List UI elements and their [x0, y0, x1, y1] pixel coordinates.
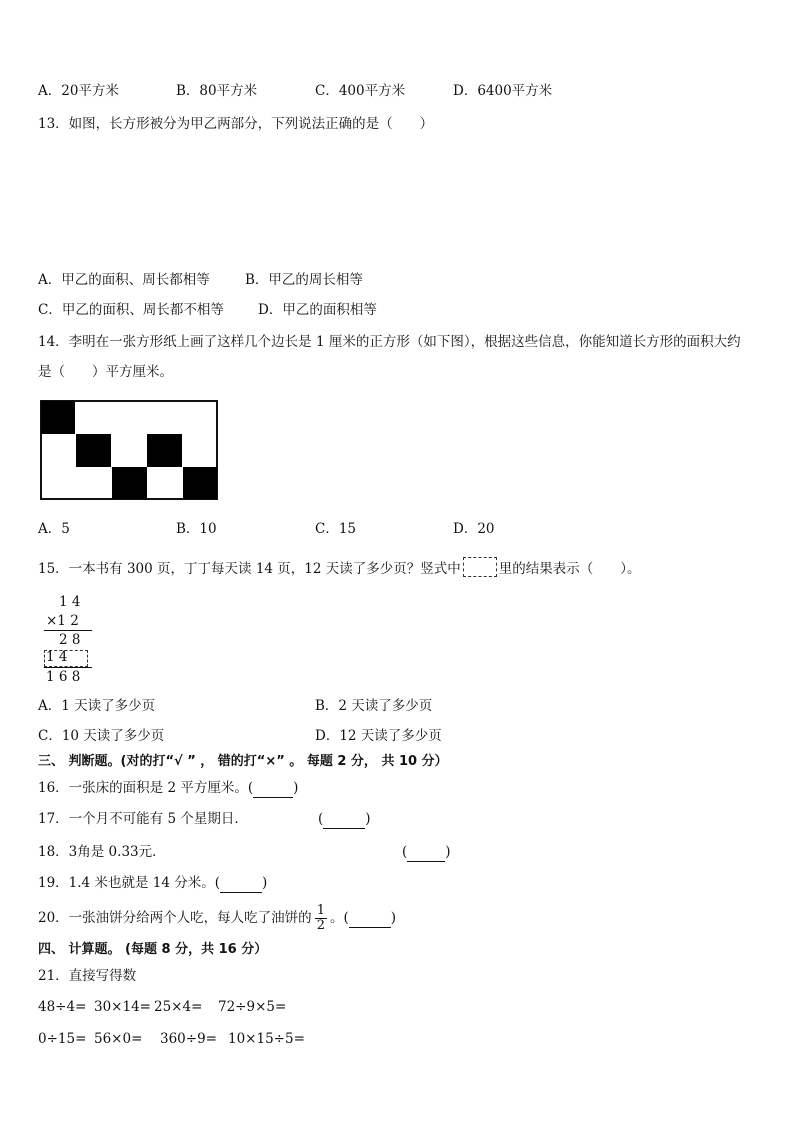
vertical-row-5: 1 6 8 [46, 669, 81, 685]
fraction-numerator: 1 [316, 903, 325, 918]
q14-option-b[interactable]: B．10 [176, 521, 217, 537]
q13-figure-area [38, 140, 438, 260]
q19-text: 19．1.4 米也就是 14 分米。( [38, 875, 220, 891]
calc-item[interactable]: 56×0= [94, 1031, 143, 1047]
q14-option-a[interactable]: A．5 [38, 521, 70, 537]
q13-stem: 13．如图，长方形被分为甲乙两部分，下列说法正确的是（ ） [38, 116, 434, 132]
q18-answer-blank[interactable] [407, 843, 445, 862]
q14-option-d[interactable]: D．20 [453, 521, 495, 537]
q13-option-d[interactable]: D．甲乙的面积相等 [258, 302, 377, 318]
calc-item[interactable]: 72÷9×5= [218, 999, 287, 1015]
dotted-box [463, 557, 497, 577]
q16-answer-blank[interactable] [253, 779, 293, 798]
q19-close: ) [261, 875, 268, 891]
q15-stem-before: 15．一本书有 300 页，丁丁每天读 14 页，12 天读了多少页？竖式中 [38, 561, 461, 577]
q20-fraction [315, 904, 327, 933]
q15-option-b[interactable]: B．2 天读了多少页 [315, 698, 433, 714]
q16 [38, 779, 298, 798]
q13-option-b[interactable]: B．甲乙的周长相等 [245, 272, 363, 288]
q14-option-c[interactable]: C．15 [315, 521, 357, 537]
q14-stem-line2: 是（ ）平方厘米。 [38, 364, 173, 380]
black-square [147, 434, 182, 467]
q17-answer-blank[interactable] [323, 810, 365, 829]
q13-option-c[interactable]: C．甲乙的面积、周长都不相等 [38, 302, 224, 318]
q14-stem-line1: 14．李明在一张方形纸上画了这样几个边长是 1 厘米的正方形（如下图），根据这些信息，你能知道长方形的面积大约 [38, 334, 741, 350]
calc-item[interactable]: 30×14= [94, 999, 151, 1015]
black-square [76, 434, 111, 467]
vertical-line [44, 667, 92, 668]
vertical-row-3: 2 8 [59, 632, 81, 648]
q15-option-c[interactable]: C．10 天读了多少页 [38, 728, 165, 744]
q19 [38, 874, 267, 893]
vertical-row-1: 1 4 [59, 594, 81, 610]
q19-answer-blank[interactable] [220, 874, 262, 893]
calc-item[interactable]: 25×4= [154, 999, 203, 1015]
q13-option-a[interactable]: A．甲乙的面积、周长都相等 [38, 272, 210, 288]
black-square [183, 467, 217, 499]
q12-option-d[interactable]: D．6400平方米 [453, 83, 553, 99]
fraction-denominator: 2 [316, 918, 325, 933]
q20-answer-blank[interactable] [349, 909, 391, 928]
q21-stem: 21．直接写得数 [38, 968, 137, 984]
q18-close: ) [445, 844, 451, 860]
black-square [112, 467, 147, 499]
vertical-row-2: ×1 2 [46, 613, 79, 629]
q17-answer [318, 810, 371, 829]
q18-open: ( [402, 844, 408, 860]
q15-stem-after: 里的结果表示（ ）。 [498, 561, 641, 577]
q20-close: ) [390, 910, 397, 926]
black-square [41, 401, 75, 434]
q14-square-figure [40, 400, 220, 502]
q17-open: ( [318, 811, 324, 827]
vertical-row-4: 1 4 [46, 649, 68, 665]
section-3-title: 三、 判断题。(对的打“√ ” ， 错的打“×” 。 每题 2 分， 共 10 分） [38, 754, 448, 769]
q15-option-d[interactable]: D．12 天读了多少页 [315, 728, 442, 744]
calc-item[interactable]: 360÷9= [160, 1031, 217, 1047]
q15-option-a[interactable]: A．1 天读了多少页 [38, 698, 156, 714]
calc-item[interactable]: 0÷15= [38, 1031, 87, 1047]
calc-item[interactable]: 10×15÷5= [228, 1031, 305, 1047]
q20-text: 20．一张油饼分给两个人吃，每人吃了油饼的 [38, 910, 312, 926]
q20-after: 。( [329, 910, 349, 926]
vertical-line [44, 630, 92, 631]
q16-text: 16．一张床的面积是 2 平方厘米。( [38, 780, 254, 796]
q16-close: ) [293, 780, 299, 796]
q12-option-b[interactable]: B．80平方米 [176, 83, 258, 99]
q12-option-a[interactable]: A．20平方米 [38, 83, 119, 99]
section-4-title: 四、 计算题。 (每题 8 分，共 16 分） [38, 942, 268, 957]
q17-text: 17．一个月不可能有 5 个星期日． [38, 811, 248, 827]
calc-item[interactable]: 48÷4= [38, 999, 87, 1015]
q17-close: ) [365, 811, 371, 827]
q18-text: 18．3角是 0.33元． [38, 844, 166, 860]
q20 [38, 903, 396, 933]
q18-answer [402, 843, 451, 862]
q12-option-c[interactable]: C．400平方米 [315, 83, 406, 99]
q15-stem [38, 557, 641, 578]
